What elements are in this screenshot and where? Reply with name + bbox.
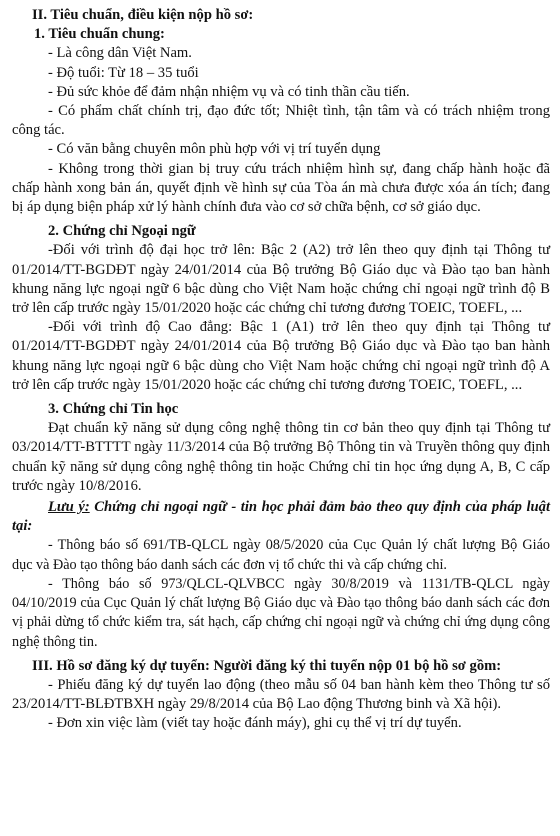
section-3-title: III. Hồ sơ đăng ký dự tuyển: Người đăng ký thi tuyển nộp 01 bộ hồ sơ gồm: <box>32 657 502 674</box>
note-paragraph <box>12 498 550 536</box>
list-item: - Không trong thời gian bị truy cứu trách nhiệm hình sự, đang chấp hành hoặc đã chấp hành xong bản án, quyết định về hình sự của Tòa án mà chưa được xóa án tích; đang bị áp dụng biện pháp xử lý hành chính đưa vào cơ sở chữa bệnh, cơ sở giáo dục. <box>12 160 550 216</box>
list-item: - Có phẩm chất chính trị, đạo đức tốt; Nhiệt tình, tận tâm và có trách nhiệm trong công tác. <box>12 103 550 139</box>
section-2-title: II. Tiêu chuẩn, điều kiện nộp hồ sơ: <box>32 7 254 23</box>
list-item: - Đủ sức khỏe để đảm nhận nhiệm vụ và có tinh thần cầu tiến. <box>48 83 410 100</box>
note-label: Lưu ý: <box>48 499 90 516</box>
list-item: - Có văn bằng chuyên môn phù hợp với vị trí tuyển dụng <box>48 141 381 158</box>
list-item: -Đối với trình độ Cao đẳng: Bậc 1 (A1) trở lên theo quy định tại Thông tư 01/2014/TT-BGDĐT ngày 24/01/2014 của Bộ trưởng Bộ Giáo dục và Đào tạo ban hành khung năng lực ngoại ngữ 6 bậc dùng cho Việt Nam hoặc chứng chỉ ngoại ngữ trình độ A trở lên cấp trước ngày 15/01/2020 hoặc các chứng chỉ tương đương TOEIC, TOEFL, ... <box>12 319 550 393</box>
list-item: - Đơn xin việc làm (viết tay hoặc đánh máy), ghi cụ thể vị trí dự tuyển. <box>48 715 462 732</box>
paragraph: Đạt chuẩn kỹ năng sử dụng công nghệ thông tin cơ bản theo quy định tại Thông tư 03/2014/TT-BTTTT ngày 11/3/2014 của Bộ trưởng Bộ Thông tin và Truyền thông quy định chuẩn kỹ năng sử dụng công nghệ thông tin hoặc Chứng chỉ tin học ứng dụng A, B, C cấp trước ngày 10/8/2016. <box>12 420 550 494</box>
section-2-2-title: 2. Chứng chỉ Ngoại ngữ <box>48 223 196 240</box>
list-item: -Đối với trình độ đại học trở lên: Bậc 2 (A2) trở lên theo quy định tại Thông tư 01/2014/TT-BGDĐT ngày 24/01/2014 của Bộ trưởng Bộ Giáo dục và Đào tạo ban hành khung năng lực ngoại ngữ 6 bậc dùng cho Việt Nam hoặc chứng chỉ ngoại ngữ trình độ B trở lên cấp trước ngày 15/01/2020 hoặc các chứng chỉ tương đương TOEIC, TOEFL, ... <box>12 242 550 317</box>
list-item: - Độ tuổi: Từ 18 – 35 tuổi <box>48 64 199 81</box>
list-item: - Phiếu đăng ký dự tuyển lao động (theo mẫu số 04 ban hành kèm theo Thông tư số 23/2014/TT-BLĐTBXH ngày 29/8/2014 của Bộ Lao động Thương binh và Xã hội). <box>12 676 550 713</box>
section-2-1-title: 1. Tiêu chuẩn chung: <box>34 26 165 43</box>
list-item: - Là công dân Việt Nam. <box>48 45 192 62</box>
note-text: Chứng chỉ ngoại ngữ - tin học phải đảm bảo theo quy định của pháp luật tại: <box>12 499 550 535</box>
section-2-3-title: 3. Chứng chỉ Tin học <box>48 401 179 418</box>
list-item: - Thông báo số 973/QLCL-QLVBCC ngày 30/8/2019 và 1131/TB-QLCL ngày 04/10/2019 của Cục Quản lý chất lượng Bộ Giáo dục và Đào tạo thông báo danh sách các đơn vị phải dừng tổ chức kiểm tra, sát hạch, cấp chứng chỉ ngoại ngữ và chứng chỉ ứng dụng công nghệ thông tin. <box>12 575 550 650</box>
list-item: - Thông báo số 691/TB-QLCL ngày 08/5/2020 của Cục Quản lý chất lượng Bộ Giáo dục và Đào tạo thông báo danh sách các đơn vị tổ chức thi và cấp chứng chỉ. <box>12 537 550 573</box>
